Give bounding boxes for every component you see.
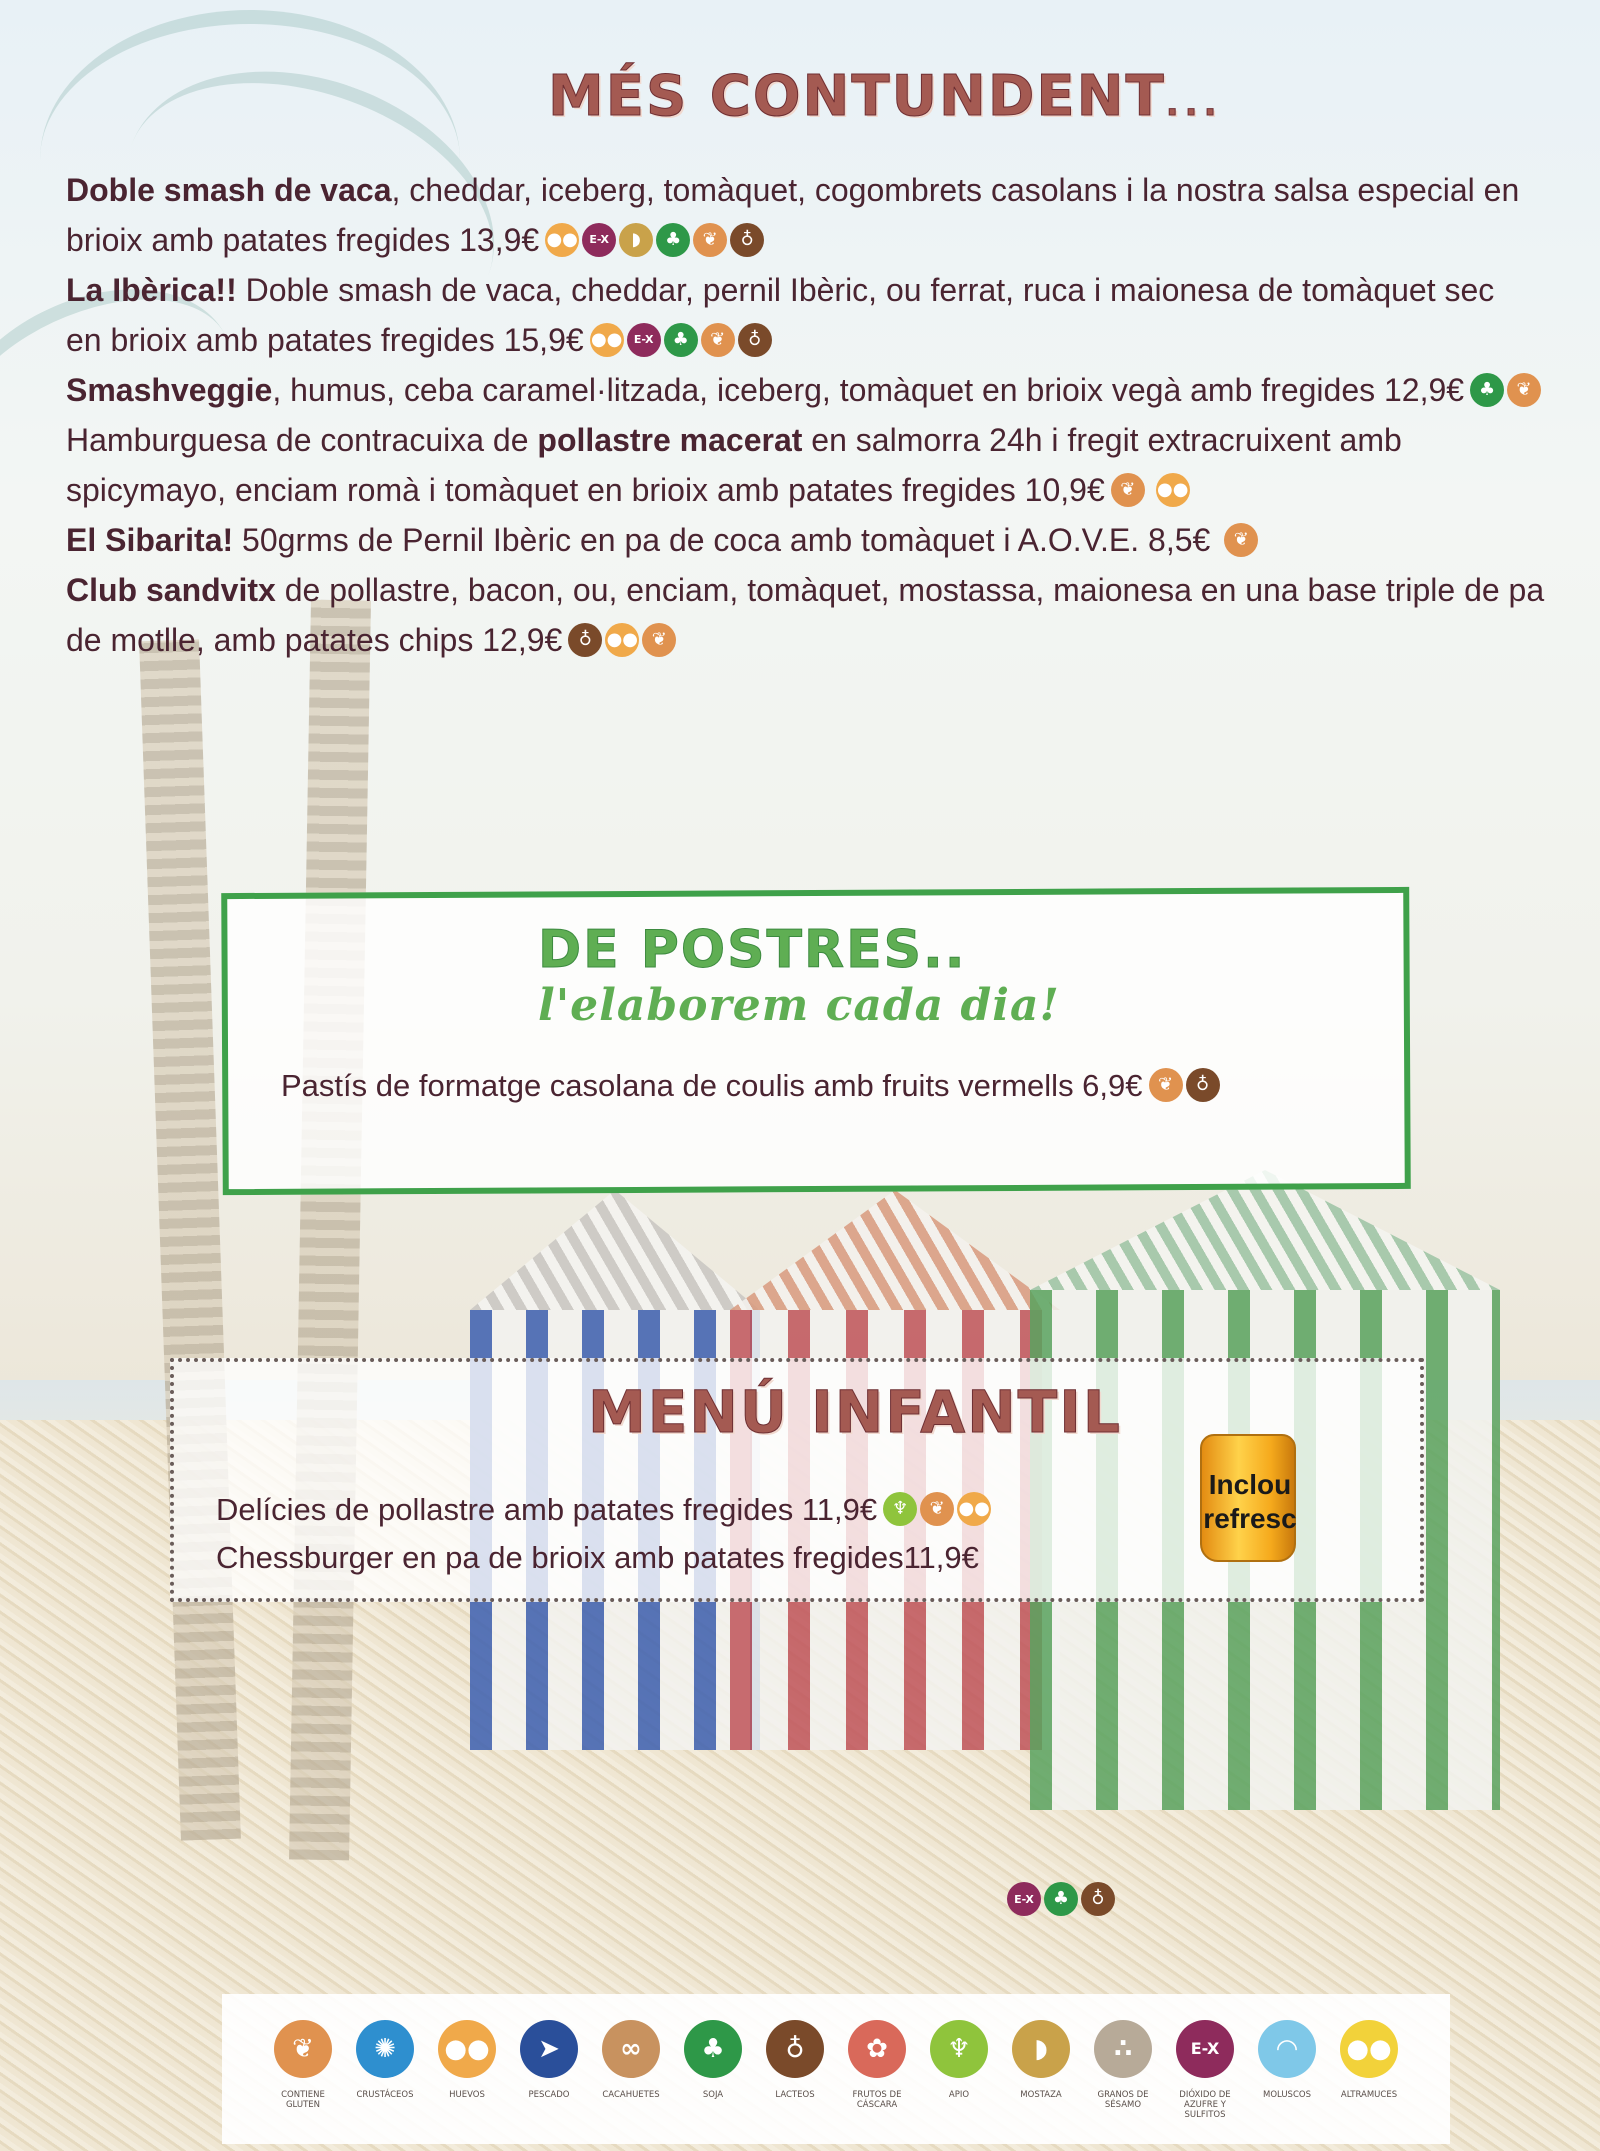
sulphites-icon: E-X [627, 323, 661, 357]
stray-allergen-icons [1007, 1882, 1115, 1916]
main-dish-list [66, 165, 1566, 665]
dish-description: Hamburguesa de contracuixa de [66, 422, 538, 458]
kids-menu-item [216, 1486, 991, 1534]
mollusc-icon: ◠ [1258, 2020, 1316, 2078]
eggs-icon: ●● [545, 223, 579, 257]
kids-item-text: Chessburger en pa de brioix amb patates fregides11,9€ [216, 1540, 979, 1575]
legend-label: HUEVOS [449, 2090, 485, 2100]
legend-label: CACAHUETES [602, 2090, 660, 2100]
gluten-icon: ❦ [1224, 523, 1258, 557]
dish-name: pollastre macerat [537, 422, 803, 458]
dairy-icon: ♁ [1186, 1068, 1220, 1102]
allergen-icons [883, 1492, 991, 1526]
allergen-icons [1470, 373, 1541, 407]
dessert-item [281, 1068, 1220, 1105]
allergen-icons [1111, 473, 1190, 507]
gluten-icon: ❦ [1111, 473, 1145, 507]
dish-name: Smashveggie [66, 372, 273, 408]
badge-line: Inclou [1208, 1469, 1292, 1500]
menu-item-line [66, 365, 1566, 415]
legend-label: LACTEOS [775, 2090, 815, 2100]
legend-item [601, 2020, 661, 2144]
eggs-icon: ●● [1156, 473, 1190, 507]
legend-label: MOSTAZA [1020, 2090, 1062, 2100]
peanut-icon: ∞ [602, 2020, 660, 2078]
section-title-text: MÉS CONTUNDENT [548, 64, 1166, 129]
dish-description: Doble smash de vaca, cheddar, pernil Ibèric, ou ferrat, ruca i maionesa de tomàquet sec [236, 272, 1495, 308]
dairy-icon: ♁ [738, 323, 772, 357]
dish-name: Club sandvitx [66, 572, 276, 608]
legend-item [765, 2020, 825, 2144]
soy-icon: ♣ [656, 223, 690, 257]
soy-icon: ♣ [1044, 1882, 1078, 1916]
eggs-icon: ●● [438, 2020, 496, 2078]
dish-description: , humus, ceba caramel·litzada, iceberg, tomàquet en brioix vegà amb fregides 12,9€ [272, 372, 1465, 408]
dish-description: spicymayo, enciam romà i tomàquet en brioix amb patates fregides 10,9€ [66, 472, 1105, 508]
sulphites-icon: E-X [1007, 1882, 1041, 1916]
legend-item [519, 2020, 579, 2144]
eggs-icon: ●● [605, 623, 639, 657]
allergen-icons [1149, 1068, 1220, 1102]
dish-name: La Ibèrica!! [66, 272, 237, 308]
sulphites-icon: E-X [582, 223, 616, 257]
dish-description: en salmorra 24h i fregit extracruixent amb [802, 422, 1402, 458]
menu-item-line [66, 515, 1566, 565]
dish-name: El Sibarita! [66, 522, 234, 558]
menu-item-line [66, 165, 1566, 215]
dairy-icon: ♁ [568, 623, 602, 657]
menu-item-line [66, 565, 1566, 615]
dairy-icon: ♁ [766, 2020, 824, 2078]
legend-item [1011, 2020, 1071, 2144]
gluten-icon: ❦ [642, 623, 676, 657]
kids-menu-item [216, 1534, 991, 1582]
dish-description: , cheddar, iceberg, tomàquet, cogombrets casolans i la nostra salsa especial en [391, 172, 1520, 208]
title-ellipsis: ... [1165, 84, 1223, 124]
allergen-icons [545, 223, 764, 257]
legend-item [273, 2020, 333, 2144]
nuts-icon: ✿ [848, 2020, 906, 2078]
eggs-icon: ●● [590, 323, 624, 357]
soy-icon: ♣ [1470, 373, 1504, 407]
allergen-icons [590, 323, 772, 357]
badge-line: refresc [1203, 1503, 1297, 1534]
dish-description: en brioix amb patates fregides 15,9€ [66, 322, 584, 358]
section-title-main [548, 64, 1222, 129]
menu-item-line [66, 315, 1566, 365]
gluten-icon: ❦ [274, 2020, 332, 2078]
gluten-icon: ❦ [693, 223, 727, 257]
legend-item [437, 2020, 497, 2144]
legend-label: DIÓXIDO DE AZUFRE Y SULFITOS [1179, 2090, 1231, 2120]
menu-item-line [66, 265, 1566, 315]
dish-description: brioix amb patates fregides 13,9€ [66, 222, 540, 258]
legend-item [1257, 2020, 1317, 2144]
menu-item-line [66, 215, 1566, 265]
legend-label: SOJA [702, 2090, 724, 2100]
legend-item [1175, 2020, 1235, 2144]
sulphites-icon: E-X [1176, 2020, 1234, 2078]
soy-icon: ♣ [664, 323, 698, 357]
allergen-legend [222, 1994, 1450, 2144]
legend-label: MOLUSCOS [1263, 2090, 1311, 2100]
dish-description: de pollastre, bacon, ou, enciam, tomàquet, mostassa, maionesa en una base triple de pa [275, 572, 1545, 608]
legend-label: GRANOS DE SÉSAMO [1097, 2090, 1149, 2110]
dairy-icon: ♁ [730, 223, 764, 257]
menu-item-line [66, 415, 1566, 465]
menu-item-line [66, 615, 1566, 665]
kids-menu-title: MENÚ INFANTIL [588, 1378, 1122, 1446]
gluten-icon: ❦ [701, 323, 735, 357]
dessert-subtitle: l'elaborem cada dia! [538, 980, 1060, 1031]
celery-icon: ♆ [883, 1492, 917, 1526]
legend-item [929, 2020, 989, 2144]
legend-item [1093, 2020, 1153, 2144]
dessert-title: DE POSTRES.. [538, 920, 967, 980]
legend-label: CRUSTÁCEOS [356, 2090, 414, 2100]
legend-item [847, 2020, 907, 2144]
gluten-icon: ❦ [920, 1492, 954, 1526]
fish-icon: ➤ [520, 2020, 578, 2078]
gluten-icon: ❦ [1507, 373, 1541, 407]
legend-label: PESCADO [528, 2090, 570, 2100]
crab-icon: ✺ [356, 2020, 414, 2078]
soy-icon: ♣ [684, 2020, 742, 2078]
gluten-icon: ❦ [1149, 1068, 1183, 1102]
allergen-icons [568, 623, 676, 657]
kids-item-text: Delícies de pollastre amb patates fregides 11,9€ [216, 1492, 878, 1527]
menu-item-line [66, 465, 1566, 515]
legend-item [1339, 2020, 1399, 2144]
dairy-icon: ♁ [1081, 1882, 1115, 1916]
celery-icon: ♆ [930, 2020, 988, 2078]
legend-label: APIO [948, 2090, 970, 2100]
legend-label: FRUTOS DE CÁSCARA [852, 2090, 902, 2110]
lupin-icon: ●● [1340, 2020, 1398, 2078]
dessert-description: Pastís de formatge casolana de coulis amb fruits vermells 6,9€ [281, 1068, 1143, 1103]
mustard-icon: ◗ [1012, 2020, 1070, 2078]
legend-item [355, 2020, 415, 2144]
legend-label: ALTRAMUCES [1340, 2090, 1398, 2100]
dish-description: 50grms de Pernil Ibèric en pa de coca amb tomàquet i A.O.V.E. 8,5€ [233, 522, 1211, 558]
allergen-icons [1216, 523, 1258, 557]
kids-menu-list [216, 1486, 991, 1582]
eggs-icon: ●● [957, 1492, 991, 1526]
drink-included-badge [1190, 1468, 1310, 1536]
sesame-icon: ∴ [1094, 2020, 1152, 2078]
legend-label: CONTIENE GLUTEN [281, 2090, 325, 2110]
dish-description: de motlle, amb patates chips 12,9€ [66, 622, 563, 658]
mustard-icon: ◗ [619, 223, 653, 257]
dish-name: Doble smash de vaca [66, 172, 392, 208]
legend-item [683, 2020, 743, 2144]
